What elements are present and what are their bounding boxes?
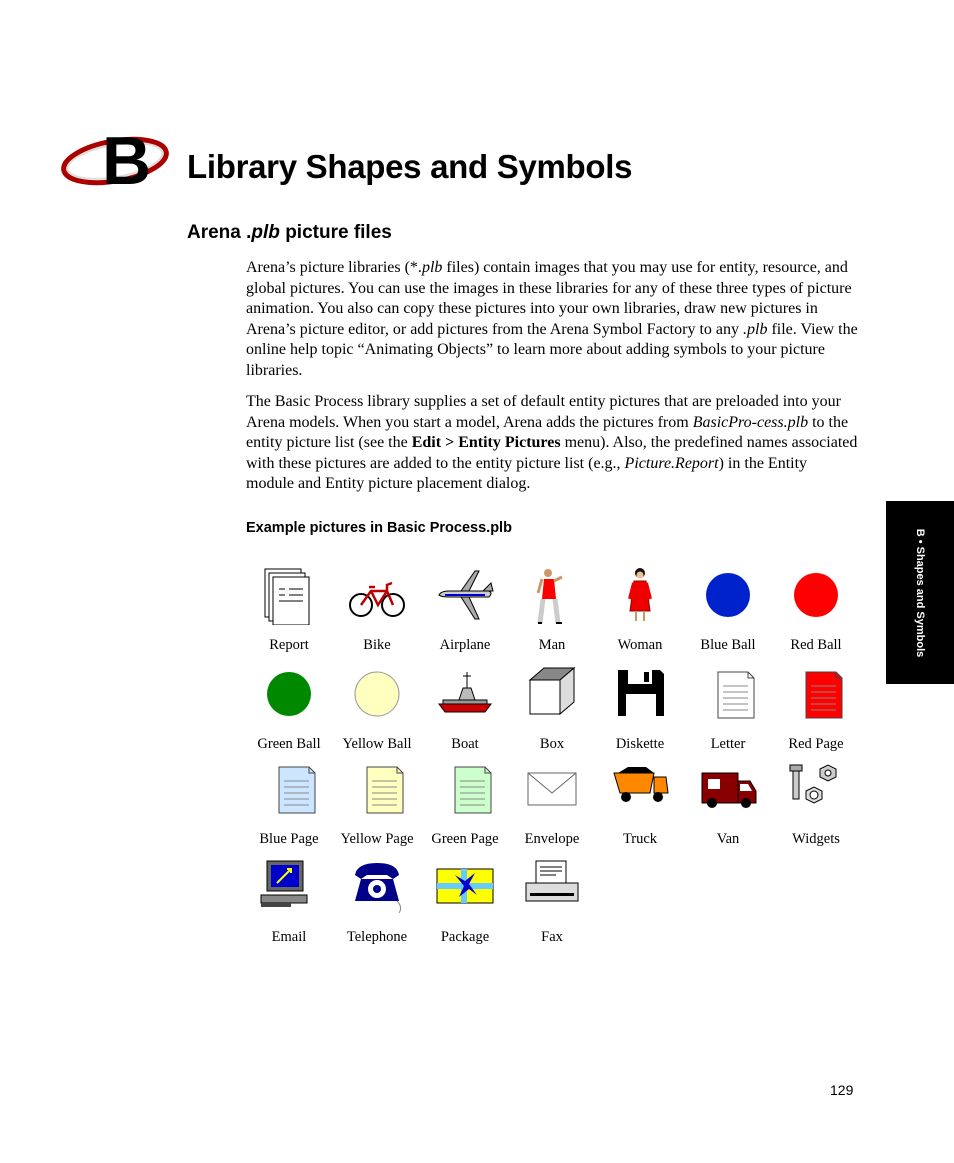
paragraph-picture-libraries [246, 258, 858, 382]
picture-label: Yellow Ball [342, 736, 412, 752]
picture-item [245, 565, 333, 657]
picture-item [684, 664, 772, 756]
para1-text: Arena’s picture libraries (*. [246, 259, 422, 276]
picture-item [421, 664, 509, 756]
section-title-suffix: picture files [279, 222, 392, 243]
picture-label: Diskette [615, 736, 665, 752]
picture-label: Red Page [788, 736, 844, 752]
picture-item [421, 565, 509, 657]
picture-label: Woman [617, 637, 663, 653]
para1-italic: plb [421, 259, 443, 276]
picture-label: Man [538, 637, 566, 653]
picture-label: Yellow Page [340, 831, 414, 847]
picture-label: Package [440, 929, 490, 945]
picture-label: Envelope [524, 831, 580, 847]
picture-label: Boat [451, 736, 479, 752]
section-title [187, 222, 392, 244]
para1-text: file. View the online help topic “Animating Objects” to learn more about adding symbols to your picture libraries. [246, 320, 858, 379]
para1-italic: .plb [743, 320, 768, 338]
side-tab-text: B • Shapes and Symbols [914, 528, 926, 658]
side-tab [886, 501, 954, 684]
picture-item [684, 759, 772, 851]
picture-label: Green Page [431, 831, 499, 847]
picture-item [684, 565, 772, 657]
picture-label: Green Ball [257, 736, 321, 752]
para2-text: The Basic Process library supplies a set of default entity pictures that are preloaded into your Arena models. When you start a model, Arena adds the pictures from [246, 393, 841, 431]
picture-label: Blue Page [259, 831, 319, 847]
picture-label: Blue Ball [700, 637, 756, 653]
section-title-prefix: Arena . [187, 222, 252, 243]
picture-label: Widgets [792, 831, 840, 847]
picture-item [421, 759, 509, 851]
picture-item [245, 759, 333, 851]
picture-item [245, 857, 333, 949]
para2-italic: Picture.Report [624, 454, 719, 472]
picture-item [508, 857, 596, 949]
picture-label: Fax [541, 929, 563, 945]
para2-italic: BasicPro-cess.plb [692, 413, 809, 431]
page-number: 129 [830, 1082, 854, 1098]
picture-item [596, 664, 684, 756]
picture-item [333, 664, 421, 756]
picture-item [772, 664, 860, 756]
picture-item [333, 759, 421, 851]
picture-item [245, 664, 333, 756]
picture-label: Truck [622, 831, 658, 847]
picture-label: Letter [710, 736, 746, 752]
para1-text: files) contain images that you may use for entity, resource, and global pictures. You can use the images in these libraries for any of these three types of picture animation. You also can copy these pictures into your own libraries, draw new pictures in Arena’s picture editor, or add pictures from the Arena Symbol Factory to any [246, 259, 852, 338]
picture-item [508, 664, 596, 756]
picture-label: Bike [363, 637, 391, 653]
chapter-letter: B [102, 123, 152, 199]
picture-label: Email [271, 929, 307, 945]
picture-item [421, 857, 509, 949]
paragraph-basic-process [246, 392, 858, 495]
picture-label: Box [539, 736, 565, 752]
picture-item [333, 857, 421, 949]
picture-item [772, 759, 860, 851]
picture-label: Red Ball [790, 637, 842, 653]
chapter-title: Library Shapes and Symbols [187, 148, 633, 185]
picture-label: Telephone [346, 929, 408, 945]
picture-label: Report [269, 637, 309, 653]
picture-label: Airplane [439, 637, 491, 653]
picture-item [508, 565, 596, 657]
picture-item [596, 759, 684, 851]
picture-item [333, 565, 421, 657]
menu-reference: Edit > Entity Pictures [411, 434, 561, 452]
chapter-logo [60, 123, 170, 199]
para2-text: menu). Also, the predefined names associated with these pictures are added to the entity picture list (e.g., [246, 434, 858, 472]
picture-item [596, 565, 684, 657]
figure-caption: Example pictures in Basic Process.plb [246, 520, 512, 536]
para2-text: ) in the Entity module and Entity picture placement dialog. [246, 454, 808, 493]
picture-item [508, 759, 596, 851]
picture-label: Van [716, 831, 740, 847]
section-title-italic: plb [251, 222, 280, 243]
para2-text: to the entity picture list (see the [246, 413, 849, 452]
picture-item [772, 565, 860, 657]
